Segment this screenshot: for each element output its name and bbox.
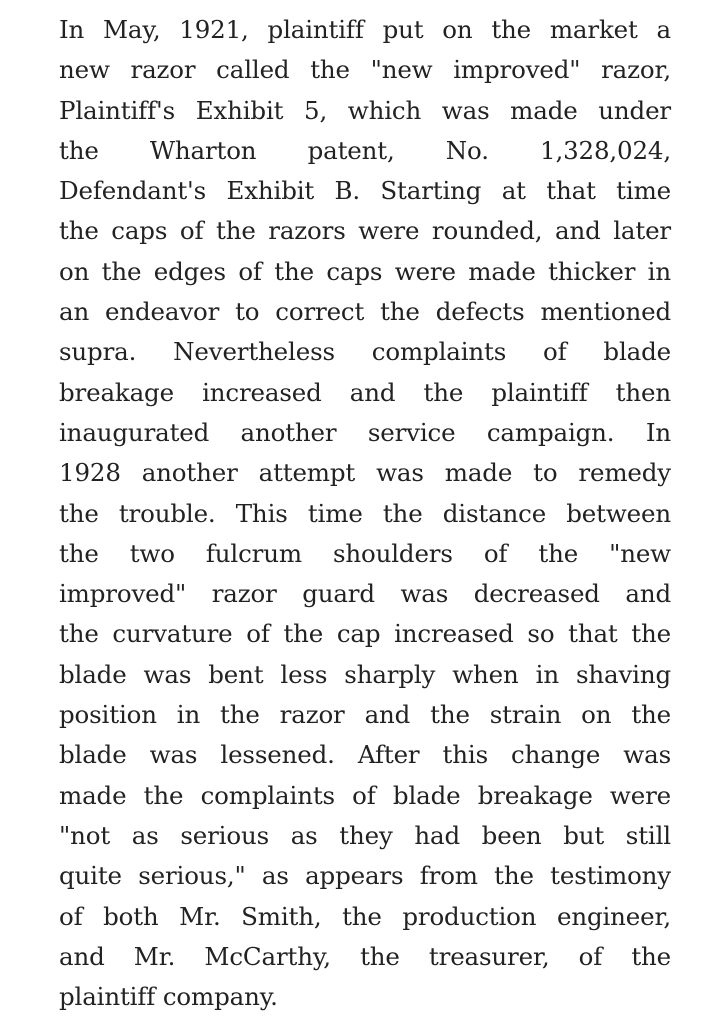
- paragraph-line-8: an endeavor to correct the defects mentioned: [59, 297, 671, 327]
- paragraph-line-19: blade was lessened. After this change was: [59, 740, 671, 770]
- paragraph-line-13: the trouble. This time the distance between: [59, 498, 671, 528]
- paragraph-line-10: breakage increased and the plaintiff then: [59, 377, 671, 407]
- paragraph-line-23: of both Mr. Smith, the production engineer,: [59, 901, 671, 931]
- paragraph-line-2: new razor called the "new improved" razor,: [59, 55, 671, 85]
- paragraph-line-9: supra. Nevertheless complaints of blade: [59, 337, 671, 367]
- paragraph-line-5: Defendant's Exhibit B. Starting at that time: [59, 176, 671, 206]
- paragraph-line-17: blade was bent less sharply when in shaving: [59, 659, 671, 689]
- paragraph-line-12: 1928 another attempt was made to remedy: [59, 458, 671, 488]
- paragraph-line-6: the caps of the razors were rounded, and later: [59, 216, 671, 246]
- paragraph-line-3: Plaintiff's Exhibit 5, which was made under: [59, 95, 671, 125]
- paragraph-line-7: on the edges of the caps were made thicker in: [59, 256, 671, 286]
- paragraph-line-11: inaugurated another service campaign. In: [59, 417, 671, 447]
- paragraph-line-20: made the complaints of blade breakage were: [59, 780, 671, 810]
- paragraph-line-21: "not as serious as they had been but still: [59, 820, 671, 850]
- paragraph-line-24: and Mr. McCarthy, the treasurer, of the: [59, 941, 671, 971]
- paragraph-line-1: In May, 1921, plaintiff put on the market a: [59, 15, 671, 44]
- paragraph-line-25: plaintiff company.: [59, 982, 278, 1012]
- paragraph-line-16: the curvature of the cap increased so that the: [59, 619, 671, 649]
- paragraph-line-14: the two fulcrum shoulders of the "new: [59, 538, 671, 568]
- paragraph-line-4: the Wharton patent, No. 1,328,024,: [59, 135, 671, 165]
- paragraph-line-22: quite serious," as appears from the testimony: [59, 861, 671, 891]
- paragraph-line-15: improved" razor guard was decreased and: [59, 579, 671, 609]
- body-paragraph: [59, 10, 671, 1017]
- document-page: [59, 10, 671, 1017]
- paragraph-line-18: position in the razor and the strain on the: [59, 700, 671, 730]
